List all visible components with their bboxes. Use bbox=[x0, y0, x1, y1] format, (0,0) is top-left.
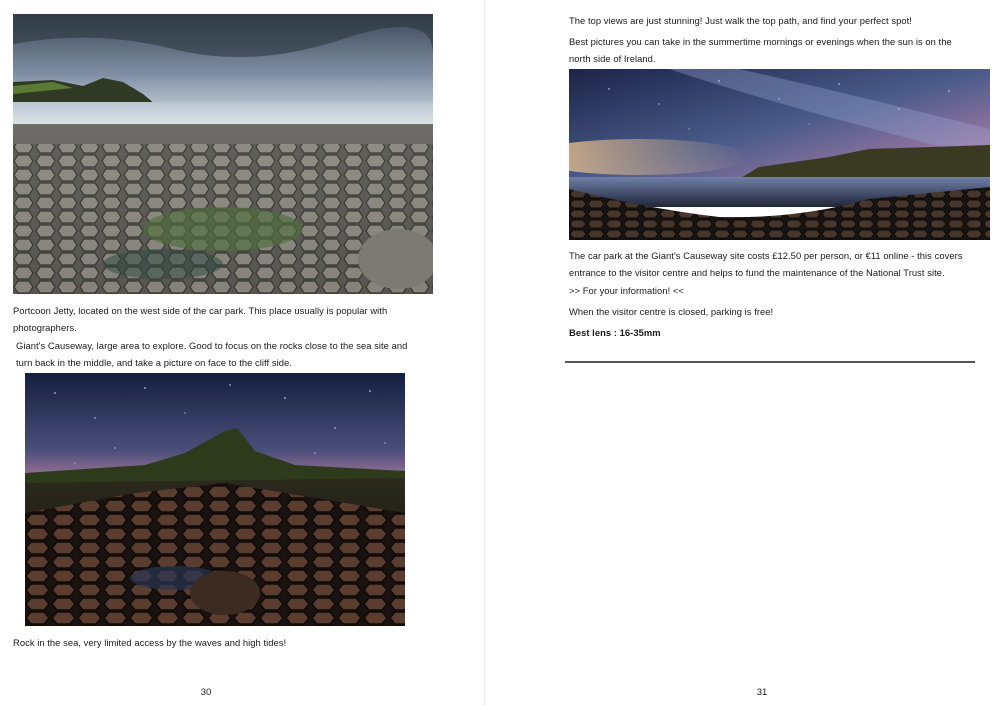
para-top-views: The top views are just stunning! Just walk the top path, and find your perfect spot! bbox=[569, 15, 912, 26]
page-number-right: 31 bbox=[756, 687, 768, 698]
caption-rock-in-sea: Rock in the sea, very limited access by the waves and high tides! bbox=[13, 637, 287, 648]
para-for-your-information: >> For your information! << bbox=[569, 285, 684, 296]
caption-giants-causeway: Giant's Causeway, large area to explore. Good to focus on the rocks close to the sea site and turn back in the middle, and take a picture on face to the cliff side. bbox=[16, 340, 408, 368]
caption-portcoon-jetty: Portcoon Jetty, located on the west side of the car park. This place usually is popular with photographers. bbox=[13, 305, 388, 333]
para-best-pictures: Best pictures you can take in the summertime mornings or evenings when the sun is on the north side of Ireland. bbox=[569, 36, 952, 64]
best-lens-label: Best lens : 16-35mm bbox=[569, 327, 661, 338]
page-gutter bbox=[484, 0, 485, 706]
coast-basalt-photo bbox=[13, 14, 433, 294]
milky-way-cliffs-photo bbox=[569, 69, 990, 240]
section-divider bbox=[565, 361, 975, 363]
para-car-park: The car park at the Giant's Causeway site costs £12.50 per person, or €11 online - this covers entrance to the visitor centre and helps to fund the maintenance of the National Trust site. bbox=[569, 250, 963, 278]
para-parking-free: When the visitor centre is closed, parking is free! bbox=[569, 306, 774, 317]
night-causeway-photo bbox=[25, 373, 405, 626]
page-number-left: 30 bbox=[200, 687, 212, 698]
